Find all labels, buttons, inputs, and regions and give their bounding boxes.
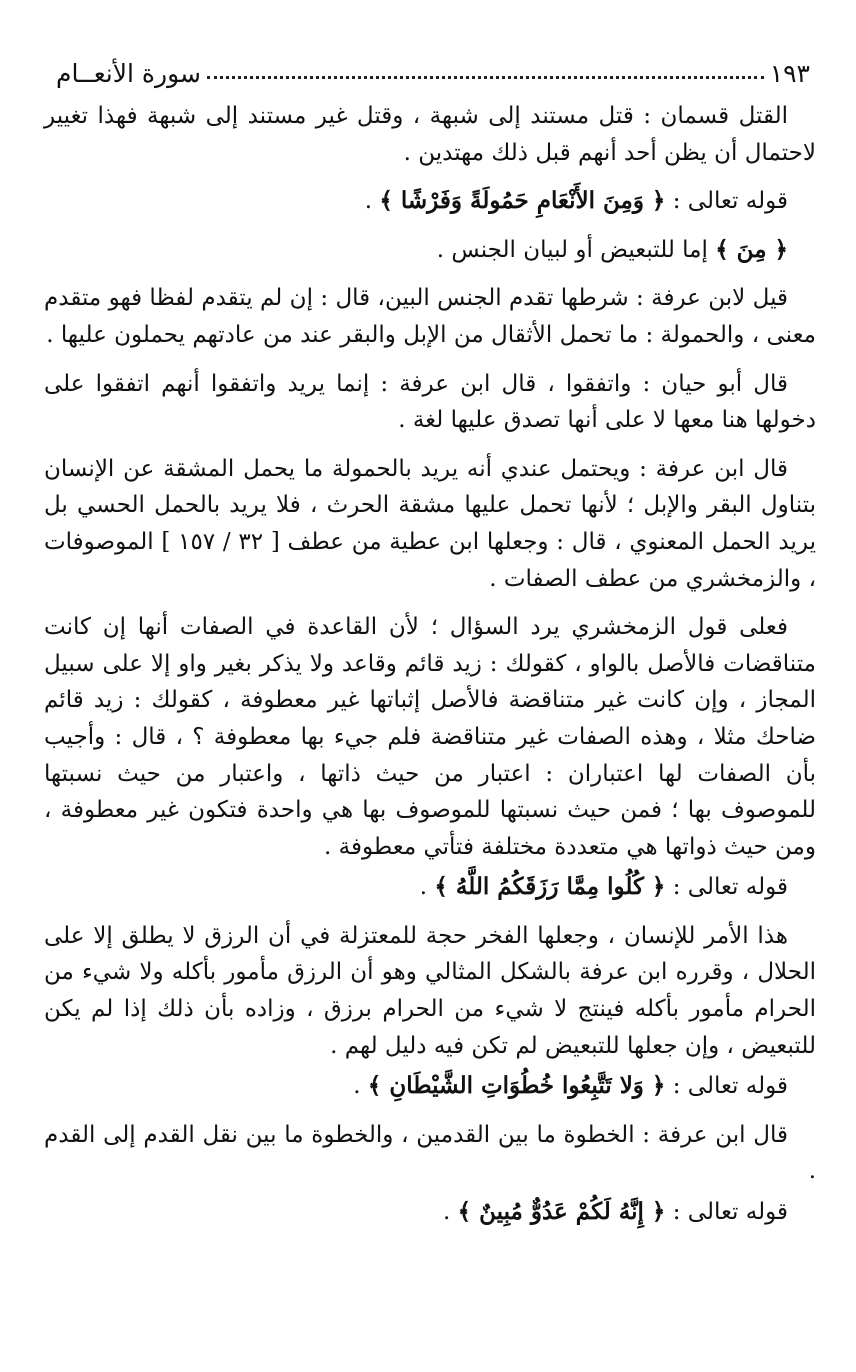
verse-trailing: .: [419, 874, 435, 901]
verse-intro-label: قوله تعالى :: [665, 1073, 788, 1100]
verse-trailing: .: [364, 188, 380, 215]
quran-verse: ﴿ وَمِنَ الأَنْعَامِ حَمُولَةً وَفَرْشًا ﴾: [379, 187, 666, 215]
page-number: ١٩٣: [769, 58, 810, 88]
verse-intro-label: قوله تعالى :: [665, 188, 788, 215]
running-header: [46, 56, 816, 90]
paragraph-3: قال أبو حيان : واتفقوا ، قال ابن عرفة : إنما يريد واتفقوا أنهم اتفقوا على دخولها هنا معها لا على أنها تصدق عليها لغة .: [44, 370, 816, 434]
quran-verse: ﴿ إِنَّهُ لَكُمْ عَدُوٌّ مُبِينٌ ﴾: [457, 1198, 666, 1226]
quran-verse: ﴿ وَلا تَتَّبِعُوا خُطُوَاتِ الشَّيْطَانِ ﴾: [367, 1072, 666, 1100]
verse-line-5: [44, 1194, 816, 1231]
paragraph-5: فعلى قول الزمخشري يرد السؤال ؛ لأن القاعدة في الصفات أنها إن كانت متناقضات فالأصل بالواو ، كقولك : زيد قائم وقاعد ولا يذكر بغير واو إلا على سبيل المجاز ، وإن كانت غير متناقضة فالأصل إثباتها غير معطوفة ، كقولك : زيد قائم ضاحك مثلا ، وهذه الصفات غير متناقضة فلم جيء بها معطوفة ؟ ، قال : وأجيب بأن الصفات لها اعتباران : اعتبار من حيث ذاتها ، واعتبار من حيث نسبتها للموصوف بها ؛ فمن حيث نسبتها للموصوف بها هي واحدة فتكون غير معطوفة ، ومن حيث ذواتها هي متعددة مختلفة فتأتي معطوفة .: [44, 614, 816, 860]
verse-line-3: [44, 869, 816, 906]
verse-line-2: [44, 232, 816, 269]
quran-word: ﴿ مِنَ ﴾: [715, 235, 788, 263]
header-dotted-leader: [207, 76, 764, 79]
paragraph-1: القتل قسمان : قتل مستند إلى شبهة ، وقتل غير مستند إلى شبهة فهذا تغيير لاحتمال أن يظن أحد أنهم قبل ذلك مهتدين .: [44, 103, 816, 166]
quran-verse: ﴿ كُلُوا مِمَّا رَزَقَكُمُ اللَّهُ ﴾: [434, 873, 666, 901]
verse-line-4: [44, 1068, 816, 1105]
verse-trailing: إما للتبعيض أو لبيان الجنس .: [436, 236, 716, 263]
verse-trailing: .: [443, 1199, 458, 1226]
paragraph-7: قال ابن عرفة : الخطوة ما بين القدمين ، والخطوة ما بين نقل القدم إلى القدم .: [44, 1121, 816, 1185]
verse-trailing: .: [353, 1073, 368, 1100]
paragraph-2: قيل لابن عرفة : شرطها تقدم الجنس البين، قال : إن لم يتقدم لفظا فهو متقدم معنى ، والحمولة : ما تحمل الأثقال من الإبل والبقر عند من عادتهم يحملون عليها .: [44, 285, 816, 348]
paragraph-4: قال ابن عرفة : ويحتمل عندي أنه يريد بالحمولة ما يحمل المشقة عن الإنسان بتناول البقر والإبل ؛ لأنها تحمل عليها مشقة الحرث ، فلا يريد بالحمل الحسي بل يريد الحمل المعنوي ، قال : وجعلها ابن عطية من عطف [ ٣٢ / ١٥٧ ] الموصوفات ، والزمخشري من عطف الصفات .: [44, 455, 816, 592]
surah-title: سورة الأنعــام: [56, 58, 201, 88]
verse-intro-label: قوله تعالى :: [665, 1199, 788, 1226]
paragraph-6: هذا الأمر للإنسان ، وجعلها الفخر حجة للمعتزلة في أن الرزق لا يطلق إلا على الحلال ، وقرره ابن عرفة بالشكل المثالي وهو أن الرزق مأمور بأكله ولا شيء من الحرام مأمور بأكله فينتج لا شيء من الحرام برزق ، وزاده بأن ذلك إذا لم يكن للتبعيض ، وإن جعلها للتبعيض لم تكن فيه دليل لهم .: [44, 922, 816, 1059]
verse-intro-label: قوله تعالى :: [665, 874, 788, 901]
page-body: [44, 98, 816, 1243]
verse-line-1: [44, 183, 816, 220]
